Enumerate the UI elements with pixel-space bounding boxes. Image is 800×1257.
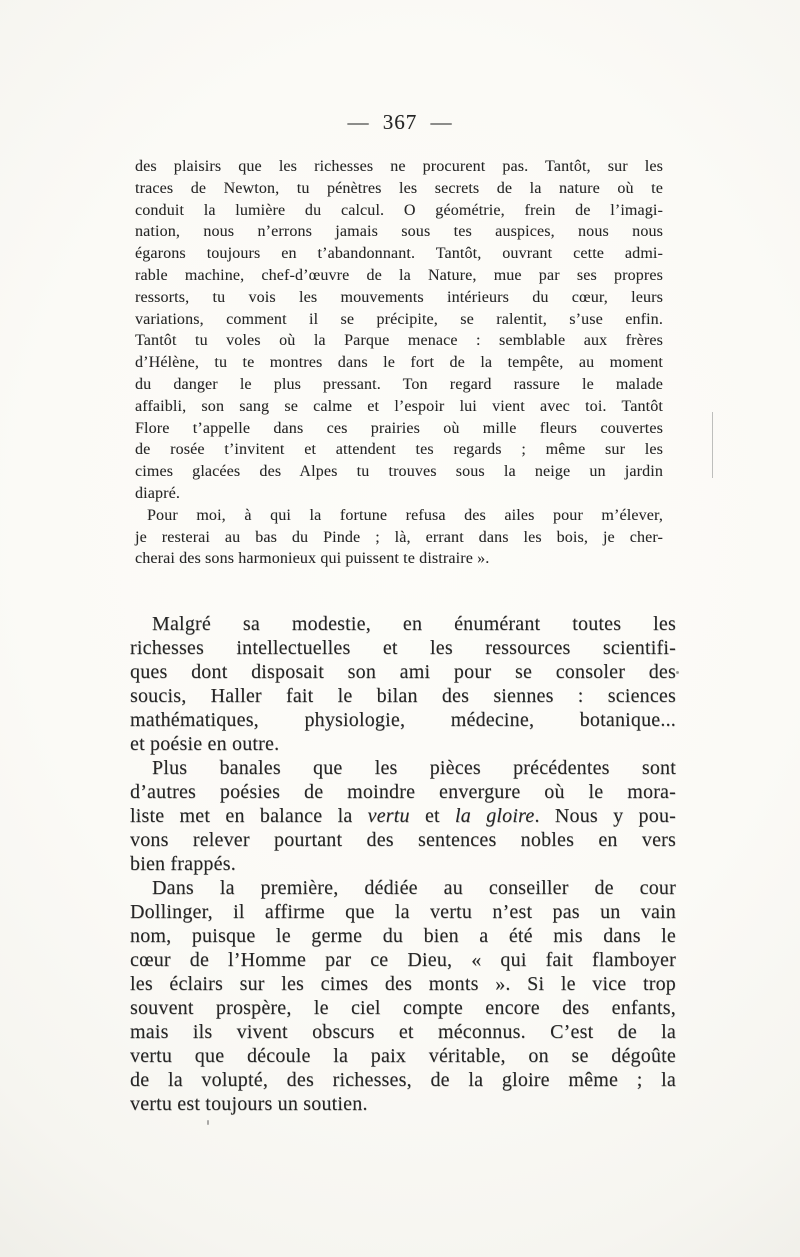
text-line: rable machine, chef-d’œuvre de la Nature, mue par ses propres <box>135 266 663 284</box>
text-line: égarons toujours en t’abandonnant. Tantôt, ouvrant cette admi- <box>135 245 663 263</box>
text-line: cherai des sons harmonieux qui puissent te distraire ». <box>135 550 490 568</box>
text-line: souvent prospère, le ciel compte encore des enfants, <box>130 997 676 1019</box>
text-line: d’Hélène, tu te montres dans le fort de la tempête, au moment <box>135 354 663 372</box>
text-line: mais ils vivent obscurs et méconnus. C’est de la <box>130 1021 676 1043</box>
body-paragraph <box>130 876 676 1116</box>
text-line: Tantôt tu voles où la Parque menace : semblable aux frères <box>135 332 663 350</box>
text-line: Malgré sa modestie, en énumérant toutes les <box>152 613 676 635</box>
text-line: vons relever pourtant des sentences nobles en vers <box>130 829 676 851</box>
text-line: liste met en balance la vertu et la gloire. Nous y pou- <box>130 805 677 827</box>
text-line: Dollinger, il affirme que la vertu n’est pas un vain <box>130 901 676 923</box>
text-line: les éclairs sur les cimes des monts ». Si le vice trop <box>130 973 676 995</box>
scan-artifact-line <box>712 412 713 478</box>
text-line: diapré. <box>135 484 181 502</box>
scan-artifact-speck <box>207 1120 209 1125</box>
text-line: nation, nous n’errons jamais sous tes auspices, nous nous <box>135 223 663 241</box>
text-line: vertu que découle la paix véritable, on se dégoûte <box>130 1045 676 1067</box>
quote-paragraph <box>135 156 663 505</box>
main-text <box>130 612 676 1116</box>
text-line: affaibli, son sang se calme et l’espoir lui vient avec toi. Tantôt <box>135 397 663 415</box>
text-line: de rosée t’invitent et attendent tes regards ; même sur les <box>135 441 663 459</box>
text-line: Pour moi, à qui la fortune refusa des ailes pour m’élever, <box>147 506 663 524</box>
text-line: traces de Newton, tu pénètres les secrets de la nature où te <box>135 179 663 197</box>
scan-artifact-speck <box>676 671 679 674</box>
text-line: bien frappés. <box>130 853 236 875</box>
text-line: conduit la lumière du calcul. O géométrie, frein de l’imagi- <box>135 201 663 219</box>
text-line: nom, puisque le germe du bien a été mis dans le <box>130 925 676 947</box>
text-line: richesses intellectuelles et les ressources scientifi- <box>130 637 676 659</box>
text-line: des plaisirs que les richesses ne procurent pas. Tantôt, sur les <box>135 158 663 175</box>
text-line: de la volupté, des richesses, de la gloire même ; la <box>130 1069 676 1091</box>
text-line: du danger le plus pressant. Ton regard rassure le malade <box>135 375 663 393</box>
text-line: variations, comment il se précipite, se ralentit, s’use enfin. <box>135 310 663 328</box>
text-line: ques dont disposait son ami pour se consoler des <box>130 661 676 683</box>
text-line: cimes glacées des Alpes tu trouves sous la neige un jardin <box>135 463 663 481</box>
text-line: et poésie en outre. <box>130 733 280 755</box>
text-line: ressorts, tu vois les mouvements intérieurs du cœur, leurs <box>135 288 663 306</box>
text-line: d’autres poésies de moindre envergure où le mora- <box>130 781 676 803</box>
page-number: — 367 — <box>347 110 453 134</box>
body-paragraph <box>130 756 676 876</box>
quote-paragraph <box>135 505 663 570</box>
text-line: Dans la première, dédiée au conseiller de cour <box>152 877 676 899</box>
text-line: vertu est toujours un soutien. <box>130 1093 368 1115</box>
text-line: Flore t’appelle dans ces prairies où mille fleurs couvertes <box>135 419 663 437</box>
quote-block <box>135 156 663 570</box>
text-line: cœur de l’Homme par ce Dieu, « qui fait flamboyer <box>130 949 676 971</box>
text-line: mathématiques, physiologie, médecine, botanique... <box>130 709 676 731</box>
body-paragraph <box>130 612 676 756</box>
text-line: je resterai au bas du Pinde ; là, errant dans les bois, je cher- <box>135 528 663 546</box>
text-line: Plus banales que les pièces précédentes sont <box>152 757 676 779</box>
text-line: soucis, Haller fait le bilan des siennes : sciences <box>130 685 676 707</box>
